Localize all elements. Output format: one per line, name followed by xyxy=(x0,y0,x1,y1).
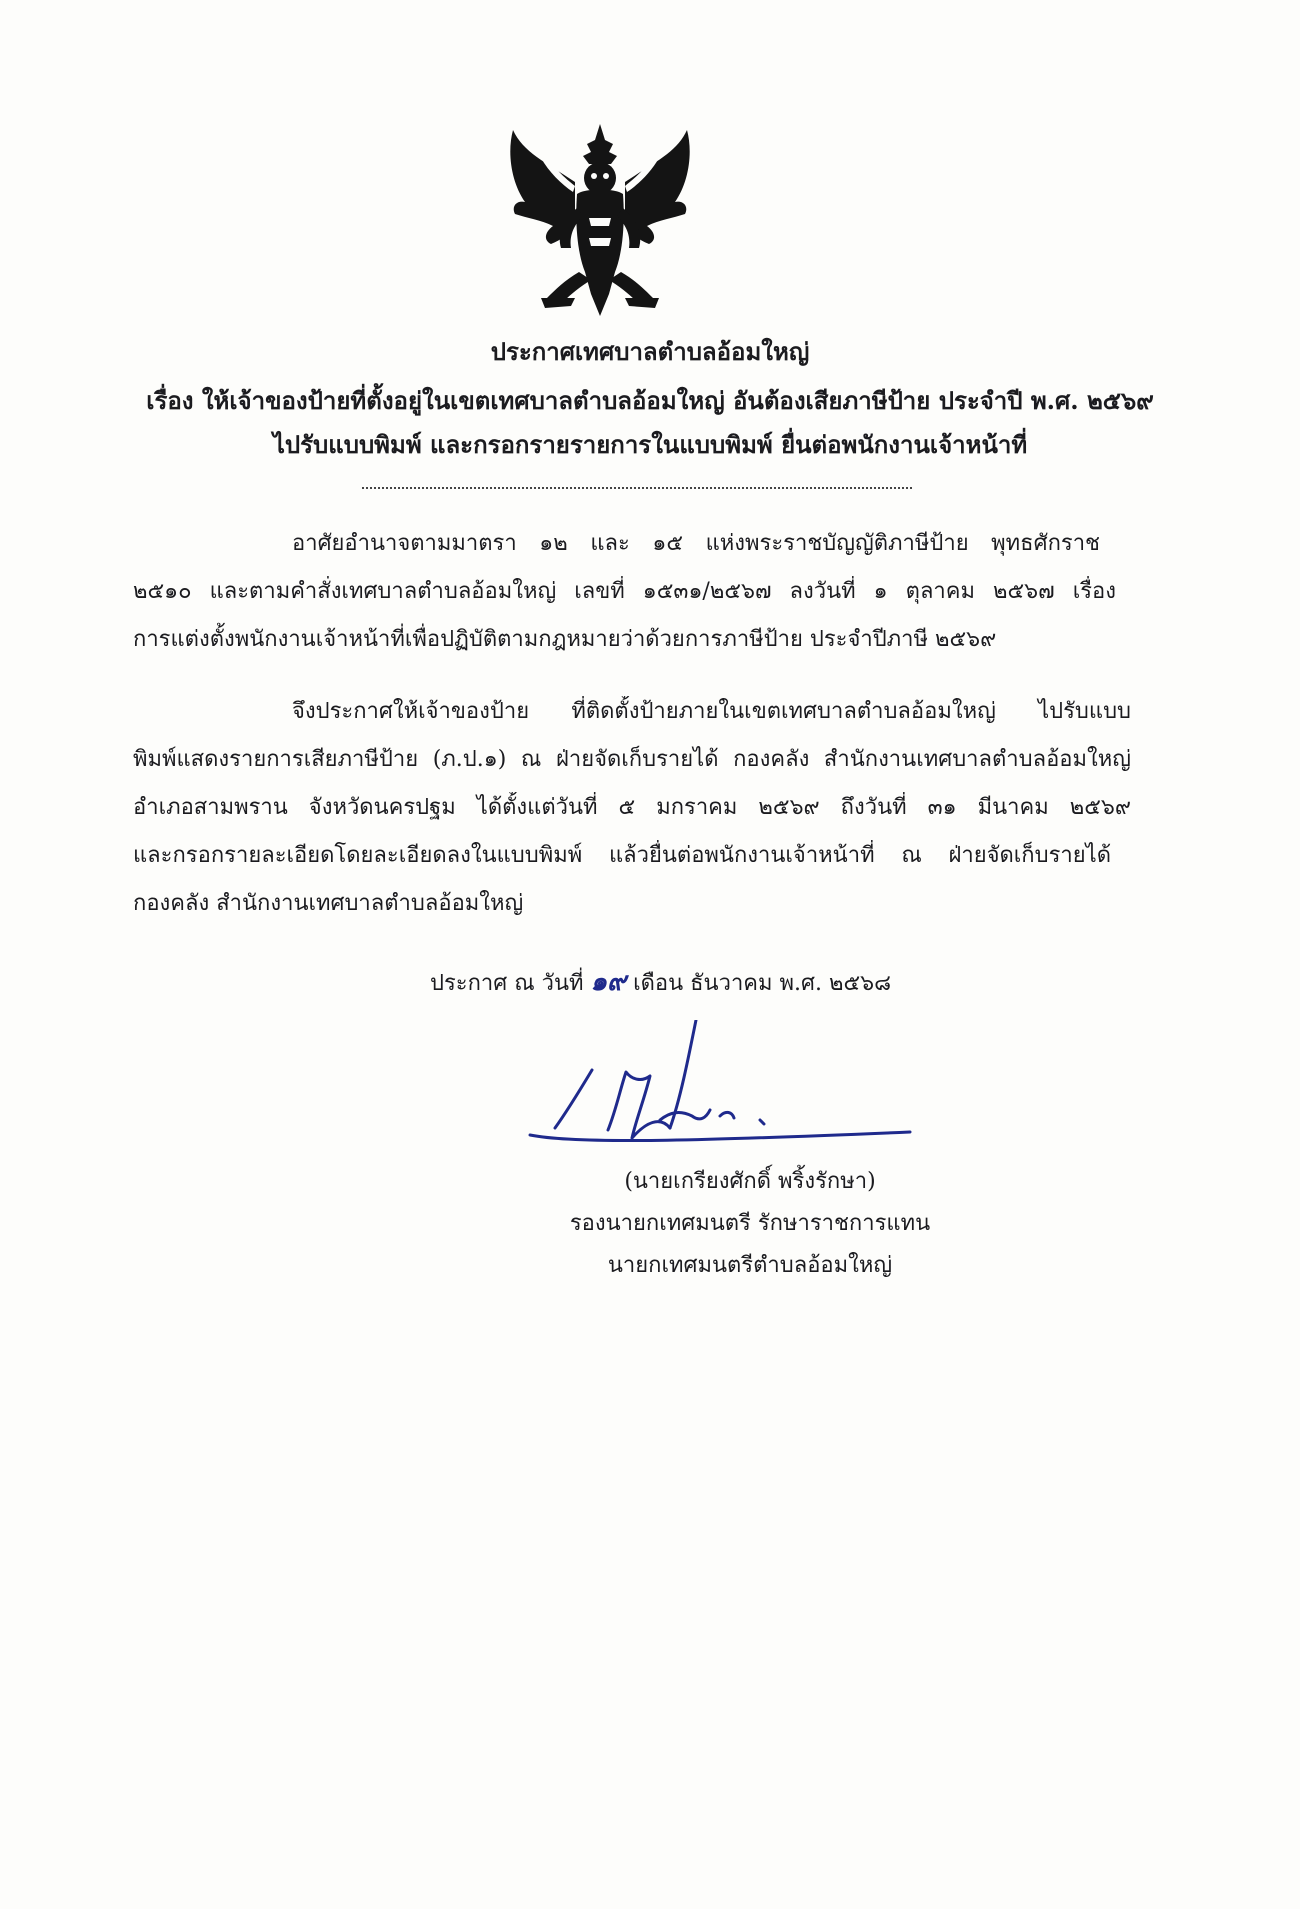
paragraph-1-line-2: ๒๕๑๐ และตามคำสั่งเทศบาลตำบลอ้อมใหญ่ เลขที่ ๑๕๓๑/๒๕๖๗ ลงวันที่ ๑ ตุลาคม ๒๕๖๗ เรื่อง xyxy=(133,579,1116,604)
paragraph-2-line-1: จึงประกาศให้เจ้าของป้าย ที่ติดตั้งป้ายภายในเขตเทศบาลตำบลอ้อมใหญ่ ไปรับแบบ xyxy=(292,699,1131,724)
date-suffix: เดือน ธันวาคม พ.ศ. ๒๕๖๘ xyxy=(633,971,892,996)
paragraph-2-line-3: อำเภอสามพราน จังหวัดนครปฐม ได้ตั้งแต่วันที่ ๕ มกราคม ๒๕๖๙ ถึงวันที่ ๓๑ มีนาคม ๒๕๖๙ xyxy=(133,795,1131,820)
announcement-date xyxy=(430,966,891,1000)
signatory-position-1: รองนายกเทศมนตรี รักษาราชการแทน xyxy=(569,1211,931,1236)
dotted-divider xyxy=(362,487,912,489)
date-prefix: ประกาศ ณ วันที่ xyxy=(430,971,584,996)
handwritten-signature xyxy=(520,1020,920,1170)
paragraph-1-line-3: การแต่งตั้งพนักงานเจ้าหน้าที่เพื่อปฏิบัติตามกฎหมายว่าด้วยการภาษีป้าย ประจำปีภาษี ๒๕๖๙ xyxy=(133,627,997,652)
subject-line-2: ไปรับแบบพิมพ์ และกรอกรายรายการในแบบพิมพ์ ยื่นต่อพนักงานเจ้าหน้าที่ xyxy=(272,430,1028,459)
paragraph-1-line-1: อาศัยอำนาจตามมาตรา ๑๒ และ ๑๕ แห่งพระราชบัญญัติภาษีป้าย พุทธศักราช xyxy=(292,531,1100,556)
paragraph-2-line-5: กองคลัง สำนักงานเทศบาลตำบลอ้อมใหญ่ xyxy=(133,891,524,916)
paragraph-2-line-4: และกรอกรายละเอียดโดยละเอียดลงในแบบพิมพ์ แล้วยื่นต่อพนักงานเจ้าหน้าที่ ณ ฝ่ายจัดเก็บรายได้ xyxy=(133,843,1111,868)
signatory-name: (นายเกรียงศักดิ์ พริ้งรักษา) xyxy=(624,1169,876,1194)
date-day: ๑๙ xyxy=(590,967,627,997)
garuda-emblem-icon xyxy=(505,122,695,318)
issuer-title: ประกาศเทศบาลตำบลอ้อมใหญ่ xyxy=(490,337,810,366)
paragraph-2-line-2: พิมพ์แสดงรายการเสียภาษีป้าย (ภ.ป.๑) ณ ฝ่ายจัดเก็บรายได้ กองคลัง สำนักงานเทศบาลตำบลอ้อมใหญ่ xyxy=(133,747,1131,772)
signatory-position-2: นายกเทศมนตรีตำบลอ้อมใหญ่ xyxy=(607,1253,893,1278)
subject-line-1: เรื่อง ให้เจ้าของป้ายที่ตั้งอยู่ในเขตเทศบาลตำบลอ้อมใหญ่ อันต้องเสียภาษีป้าย ประจำปี พ.ศ. ๒๕๖๙ xyxy=(146,386,1154,415)
